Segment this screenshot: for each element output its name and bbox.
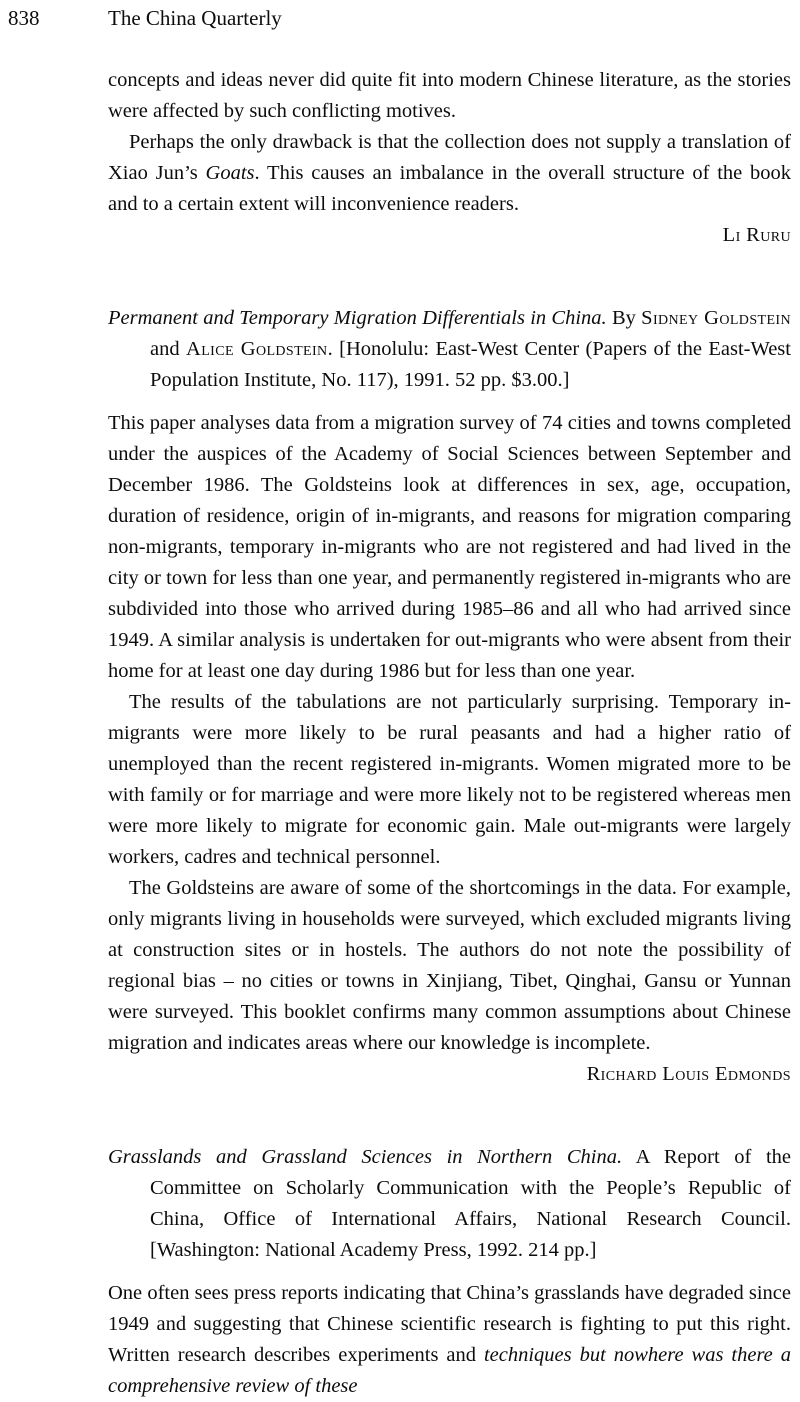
book-title: Goats (205, 162, 255, 184)
reviewer-name: Richard Louis Edmonds (586, 1063, 791, 1085)
page-header (0, 5, 800, 32)
reviewer-signature (108, 220, 791, 251)
book-title: Grasslands and Grassland Sciences in Northern China. (108, 1146, 623, 1168)
text-segment: By (606, 307, 642, 329)
publication-details: A Report of the Committee on Scholarly Communication with the People’s Republic of China, Office of International Affairs, National Research Council. [Washington: National Academy Press, 1992. 214 pp.] (150, 1146, 791, 1261)
text-segment: and (150, 338, 187, 360)
reviewer-name: Li Ruru (722, 224, 791, 246)
author-name: Alice Goldstein (186, 338, 328, 360)
book-title: Permanent and Temporary Migration Differentials in China. (108, 307, 607, 329)
page-body (108, 65, 791, 1402)
paragraph: The Goldsteins are aware of some of the shortcomings in the data. For example, only migrants living in households were surveyed, which excluded migrants living at construction sites or in hostels. The authors do not note the possibility of regional bias – no cities or towns in Xinjiang, Tibet, Qinghai, Gansu or Yunnan were surveyed. This booklet confirms many common assumptions about Chinese migration and indicates areas where our knowledge is incomplete. (108, 877, 791, 1054)
text-segment: One often sees press reports indicating that China’s grasslands have degraded since 1949 and suggesting that Chinese scientific research is fighting to put this right. Written research describes experiments and (108, 1282, 791, 1366)
text-segment-italic: techniques but nowhere was there a comprehensive review of these (108, 1344, 791, 1397)
review-continuation (108, 65, 791, 251)
paragraph: concepts and ideas never did quite fit into modern Chinese literature, as the stories were affected by such conflicting motives. (108, 69, 791, 122)
paragraph (108, 127, 791, 220)
review-citation (108, 303, 791, 396)
book-review (108, 1142, 791, 1402)
paragraph: The results of the tabulations are not particularly surprising. Temporary in-migrants were more likely to be rural peasants and had a higher ratio of unemployed than the recent registered in-migrants. Women migrated more to be with family or for marriage and were more likely not to be registered whereas men were more likely to migrate for economic gain. Male out-migrants were largely workers, cadres and technical personnel. (108, 691, 791, 868)
paragraph: This paper analyses data from a migration survey of 74 cities and towns completed under the auspices of the Academy of Social Sciences between September and December 1986. The Goldsteins look at differences in sex, age, occupation, duration of residence, origin of in-migrants, and reasons for migration comparing non-migrants, temporary in-migrants who are not registered and had lived in the city or town for less than one year, and permanently registered in-migrants who are subdivided into those who arrived during 1985–86 and all who had arrived since 1949. A similar analysis is undertaken for out-migrants who were absent from their home for at least one day during 1986 but for less than one year. (108, 412, 791, 682)
review-citation (108, 1142, 791, 1266)
book-review (108, 303, 791, 1090)
text-segment: . This causes an imbalance in the overall structure of the book and to a certain extent will inconvenience readers. (108, 162, 792, 215)
author-name: Sidney Goldstein (641, 307, 791, 329)
text-segment: Perhaps the only drawback is that the collection does not supply a translation of Xiao Jun’s (108, 131, 791, 184)
journal-title: The China Quarterly (108, 6, 282, 30)
reviewer-signature (108, 1059, 791, 1090)
page-number: 838 (8, 6, 40, 30)
paragraph (108, 1278, 791, 1402)
publication-details: . [Honolulu: East-West Center (Papers of the East-West Population Institute, No. 117), 1991. 52 pp. $3.00.] (150, 338, 791, 391)
